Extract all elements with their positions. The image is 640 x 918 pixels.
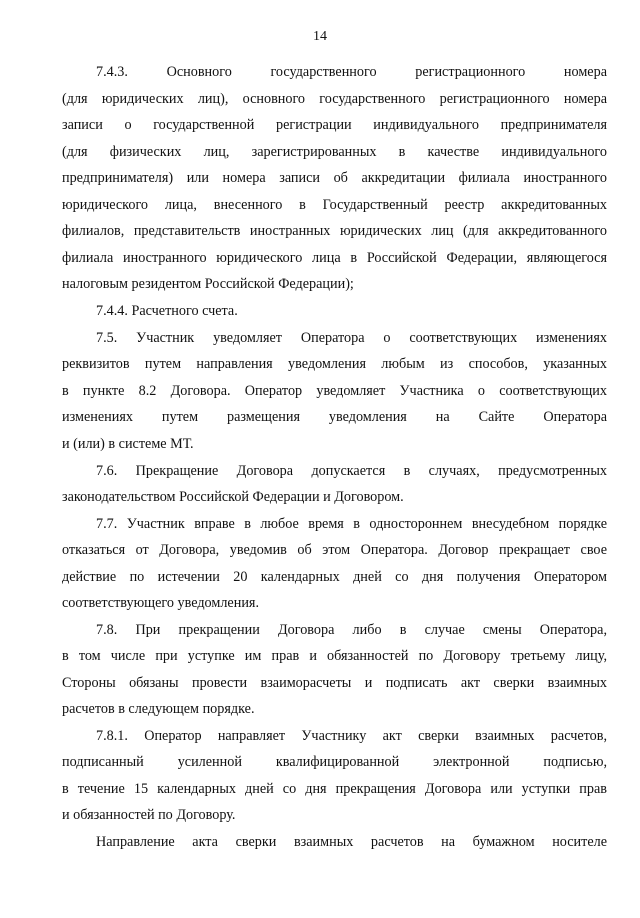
text-line: расчетов в следующем порядке. [62, 701, 255, 717]
text-line: и обязанностей по Договору. [62, 807, 236, 823]
text-line: 7.8.1. Оператор направляет Участнику акт сверки взаимных расчетов, [96, 728, 607, 744]
text-line: (для физических лиц, зарегистрированных в качестве индивидуального [62, 144, 607, 160]
text-line: 7.5. Участник уведомляет Оператора о соответствующих изменениях [96, 330, 607, 346]
text-line: в том числе при уступке им прав и обязанностей по Договору третьему лицу, [62, 648, 607, 664]
text-line: записи о государственной регистрации индивидуального предпринимателя [62, 117, 607, 133]
text-line: Направление акта сверки взаимных расчетов на бумажном носителе [96, 834, 607, 850]
text-line: в пункте 8.2 Договора. Оператор уведомляет Участника о соответствующих [62, 383, 607, 399]
text-line: Стороны обязаны провести взаиморасчеты и подписать акт сверки взаимных [62, 675, 607, 691]
text-line: филиалов, представительств иностранных юридических лиц (для аккредитованного [62, 223, 607, 239]
text-line: соответствующего уведомления. [62, 595, 259, 611]
text-line: законодательством Российской Федерации и Договором. [62, 489, 404, 505]
text-line: подписанный усиленной квалифицированной электронной подписью, [62, 754, 607, 770]
text-line: отказаться от Договора, уведомив об этом Оператора. Договор прекращает свое [62, 542, 607, 558]
text-line: и (или) в системе МТ. [62, 436, 194, 452]
text-line: 7.8. При прекращении Договора либо в случае смены Оператора, [96, 622, 607, 638]
text-line: предпринимателя) или номера записи об аккредитации филиала иностранного [62, 170, 607, 186]
text-line: реквизитов путем направления уведомления любым из способов, указанных [62, 356, 607, 372]
text-line: 7.6. Прекращение Договора допускается в случаях, предусмотренных [96, 463, 607, 479]
text-line: налоговым резидентом Российской Федерации); [62, 276, 354, 292]
text-line: юридического лица, внесенного в Государственный реестр аккредитованных [62, 197, 607, 213]
text-line: (для юридических лиц), основного государственного регистрационного номера [62, 91, 607, 107]
text-line: филиала иностранного юридического лица в Российской Федерации, являющегося [62, 250, 607, 266]
page-number: 14 [313, 29, 327, 44]
text-line: 7.7. Участник вправе в любое время в одностороннем внесудебном порядке [96, 516, 607, 532]
text-line: 7.4.4. Расчетного счета. [96, 303, 238, 319]
text-line: изменениях путем размещения уведомления на Сайте Оператора [62, 409, 607, 425]
text-line: 7.4.3. Основного государственного регистрационного номера [96, 64, 607, 80]
text-line: в течение 15 календарных дней со дня прекращения Договора или уступки прав [62, 781, 607, 797]
text-line: действие по истечении 20 календарных дней со дня получения Оператором [62, 569, 607, 585]
